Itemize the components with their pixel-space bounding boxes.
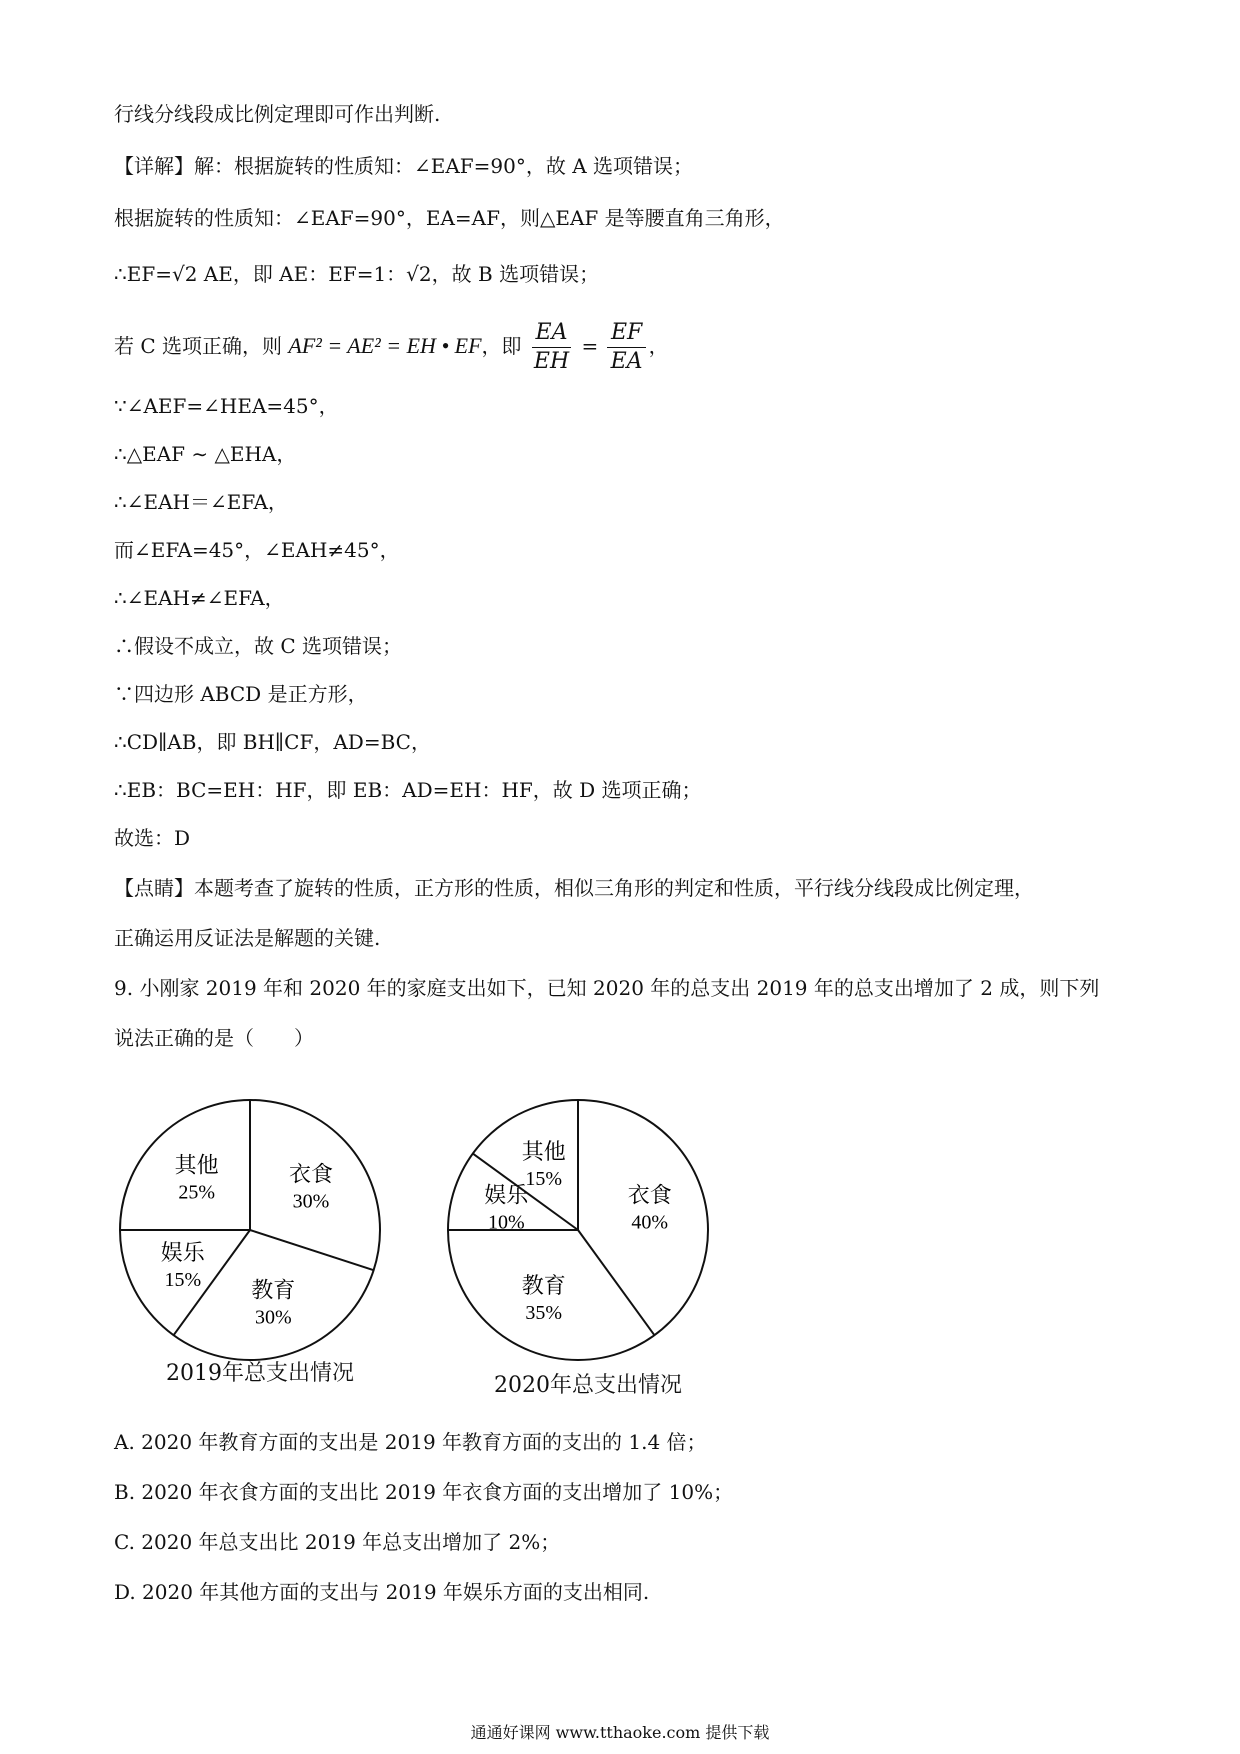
pie-slice-percent: 25% — [178, 1181, 216, 1204]
pie-slice-label: 其他 — [174, 1153, 219, 1179]
text-line: 正确运用反证法是解题的关键. — [114, 926, 381, 950]
pie-slice-label: 教育 — [251, 1278, 296, 1304]
fraction-ef-ea — [607, 319, 647, 376]
text-line: 【点睛】本题考查了旋转的性质，正方形的性质，相似三角形的判定和性质，平行线分线段成比例定理， — [114, 876, 1034, 900]
option-c: C. 2020 年总支出比 2019 年总支出增加了 2%； — [114, 1530, 561, 1554]
fraction-ea-eh — [530, 319, 573, 376]
frac-denominator: EH — [533, 349, 570, 374]
pie-slice-label: 其他 — [521, 1139, 566, 1165]
option-a: A. 2020 年教育方面的支出是 2019 年教育方面的支出的 1.4 倍； — [114, 1430, 707, 1454]
pie-charts — [110, 1080, 730, 1380]
question-line: 说法正确的是（ ） — [114, 1026, 314, 1050]
eq-mid: ，即 — [481, 334, 528, 358]
frac-numerator: EF — [607, 319, 646, 348]
equation-line — [114, 316, 669, 376]
pie-slice-percent: 40% — [631, 1211, 669, 1234]
pie-slice-percent: 15% — [525, 1167, 563, 1190]
text-line: ∴∠EAH≠∠EFA， — [114, 586, 285, 610]
pie-slice-percent: 10% — [487, 1211, 525, 1234]
eq-equals: = — [575, 334, 605, 358]
pie-slice-label: 娱乐 — [484, 1183, 529, 1209]
pie-slice-percent: 30% — [254, 1306, 292, 1329]
pie-slice-percent: 30% — [292, 1190, 330, 1213]
frac-numerator: EA — [532, 319, 572, 348]
option-b: B. 2020 年衣食方面的支出比 2019 年衣食方面的支出增加了 10%； — [114, 1480, 734, 1504]
pie-slice-label: 娱乐 — [160, 1241, 205, 1267]
text-line: 行线分线段成比例定理即可作出判断. — [114, 102, 441, 126]
pie-slice-label: 衣食 — [627, 1183, 672, 1209]
frac-denominator: EA — [610, 349, 643, 374]
text-line: ∴假设不成立，故 C 选项错误； — [114, 634, 403, 658]
pie-slice-label: 教育 — [521, 1274, 566, 1300]
chart-title-2019: 2019年总支出情况 — [166, 1361, 354, 1386]
chart-title-2020: 2020年总支出情况 — [494, 1373, 682, 1398]
eq-suffix: ， — [648, 334, 669, 358]
question-line: 9. 小刚家 2019 年和 2020 年的家庭支出如下，已知 2020 年的总支出 2019 年的总支出增加了 2 成，则下列 — [114, 976, 1100, 1000]
text-line: ∴△EAF ∼ △EHA， — [114, 442, 297, 466]
text-line: ∵∠AEF=∠HEA=45°， — [114, 394, 339, 418]
text-line: 【详解】解：根据旋转的性质知：∠EAF=90°，故 A 选项错误； — [114, 154, 694, 178]
pie-slice-percent: 35% — [525, 1302, 563, 1325]
pie-slice-percent: 15% — [164, 1269, 202, 1292]
text-line: ∴EB：BC=EH：HF，即 EB：AD=EH：HF，故 D 选项正确； — [114, 778, 702, 802]
pie-slice-label: 衣食 — [288, 1162, 334, 1188]
text-line: ∴∠EAH＝∠EFA， — [114, 490, 288, 514]
eq-prefix: 若 C 选项正确，则 — [114, 334, 289, 358]
option-d: D. 2020 年其他方面的支出与 2019 年娱乐方面的支出相同. — [114, 1580, 650, 1604]
eq-main: AF² = AE² = EH • EF — [288, 333, 482, 358]
footer: 通通好课网 www.tthaoke.com 提供下载 — [470, 1723, 770, 1742]
text-line: 故选：D — [114, 826, 191, 850]
text-line: ∴CD∥AB，即 BH∥CF，AD=BC， — [114, 730, 431, 754]
text-line: ∵四边形 ABCD 是正方形， — [114, 682, 368, 706]
text-line: 根据旋转的性质知：∠EAF=90°，EA=AF，则△EAF 是等腰直角三角形， — [114, 206, 785, 230]
text-line: 而∠EFA=45°，∠EAH≠45°， — [114, 538, 400, 562]
text-line: ∴EF=√2 AE，即 AE：EF=1：√2，故 B 选项错误； — [114, 262, 600, 286]
